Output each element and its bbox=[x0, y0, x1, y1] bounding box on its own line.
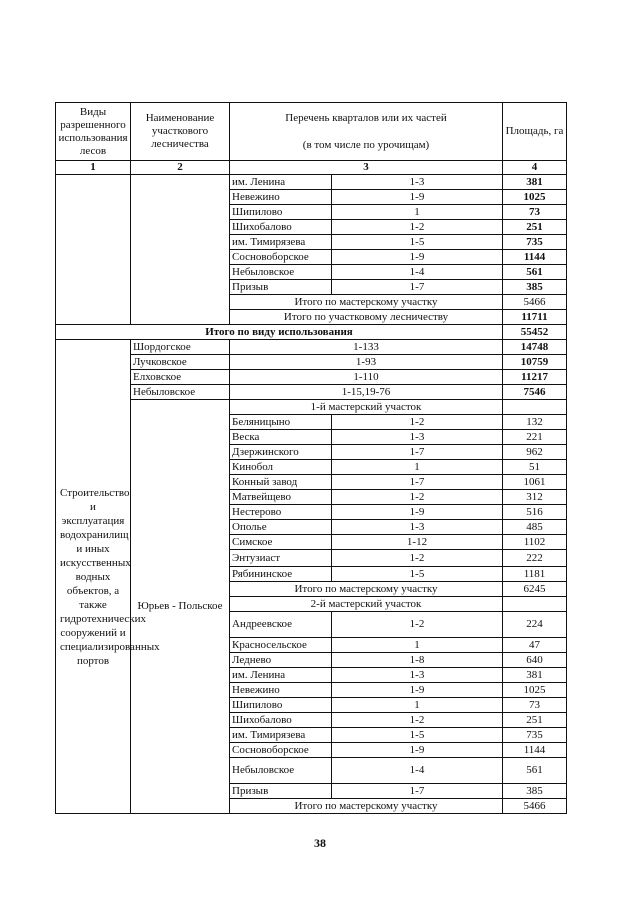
quarter-range: 1-2 bbox=[332, 713, 503, 728]
area-value: 224 bbox=[503, 612, 567, 638]
tract-name: Призыв bbox=[230, 280, 332, 295]
header-area: Площадь, га bbox=[503, 103, 567, 161]
tract-name: Рябининское bbox=[230, 567, 332, 582]
quarter-range: 1-5 bbox=[332, 235, 503, 250]
district-row bbox=[56, 385, 567, 400]
quarter-range: 1-3 bbox=[332, 520, 503, 535]
area-value: 640 bbox=[503, 653, 567, 668]
column-number-row bbox=[56, 161, 567, 175]
quarter-range: 1-9 bbox=[332, 683, 503, 698]
tract-name: Конный завод bbox=[230, 475, 332, 490]
quarter-range: 1-2 bbox=[332, 220, 503, 235]
column-number: 2 bbox=[131, 161, 230, 175]
quarter-range: 1-8 bbox=[332, 653, 503, 668]
area-value: 1144 bbox=[503, 250, 567, 265]
tract-name: Андреевское bbox=[230, 612, 332, 638]
usage-type-construction: Строительство и эксплуатация водохранилищ и иных искусственных водных объектов, а также гидротехнических сооружений и специализированных портов bbox=[56, 340, 131, 814]
area-value: 14748 bbox=[503, 340, 567, 355]
area-value: 1102 bbox=[503, 535, 567, 550]
area-value: 73 bbox=[503, 698, 567, 713]
column-number: 3 bbox=[230, 161, 503, 175]
table-body bbox=[56, 103, 567, 814]
area-value: 561 bbox=[503, 758, 567, 784]
district-row bbox=[56, 340, 567, 355]
header-row bbox=[56, 103, 567, 161]
page-number: 38 bbox=[314, 836, 326, 850]
quarter-range: 1-7 bbox=[332, 445, 503, 460]
quarter-range: 1-4 bbox=[332, 758, 503, 784]
quarter-range: 1 bbox=[332, 698, 503, 713]
tract-name: Кинобол bbox=[230, 460, 332, 475]
tract-name: Симское bbox=[230, 535, 332, 550]
quarter-range: 1-9 bbox=[332, 250, 503, 265]
forest-quarters-table-page bbox=[55, 102, 566, 814]
header-district: Наименование участкового лесничества bbox=[131, 103, 230, 161]
area-value: 312 bbox=[503, 490, 567, 505]
tract-name: Призыв bbox=[230, 784, 332, 799]
quarter-range: 1-7 bbox=[332, 784, 503, 799]
quarter-range: 1-7 bbox=[332, 280, 503, 295]
area-value: 1025 bbox=[503, 683, 567, 698]
usage-total-label: Итого по виду использования bbox=[56, 325, 503, 340]
district-cell-empty bbox=[131, 175, 230, 325]
master-total-label: Итого по мастерскому участку bbox=[230, 799, 503, 814]
district-name: Елховское bbox=[131, 370, 230, 385]
district-yuryev-polskoye: Юрьев - Польское bbox=[131, 400, 230, 814]
tract-name: Невежино bbox=[230, 683, 332, 698]
tract-name: Сосновоборское bbox=[230, 250, 332, 265]
usage-type-cell-empty bbox=[56, 175, 131, 325]
area-value: 381 bbox=[503, 175, 567, 190]
master-total-value: 5466 bbox=[503, 799, 567, 814]
area-value: 385 bbox=[503, 280, 567, 295]
district-total-value: 11711 bbox=[503, 310, 567, 325]
area-value: 1025 bbox=[503, 190, 567, 205]
area-value: 222 bbox=[503, 550, 567, 567]
quarter-range: 1-2 bbox=[332, 612, 503, 638]
quarter-range: 1-2 bbox=[332, 550, 503, 567]
tract-name: Сосновоборское bbox=[230, 743, 332, 758]
forest-quarters-table bbox=[55, 102, 567, 814]
area-value: 561 bbox=[503, 265, 567, 280]
tract-name: Небыловское bbox=[230, 758, 332, 784]
district-total-label: Итого по участковому лесничеству bbox=[230, 310, 503, 325]
district-name: Небыловское bbox=[131, 385, 230, 400]
quarter-range: 1-110 bbox=[230, 370, 503, 385]
area-value: 7546 bbox=[503, 385, 567, 400]
tract-name: им. Тимирязева bbox=[230, 235, 332, 250]
area-value: 251 bbox=[503, 713, 567, 728]
quarter-range: 1-15,19-76 bbox=[230, 385, 503, 400]
quarter-range: 1-93 bbox=[230, 355, 503, 370]
tract-name: Невежино bbox=[230, 190, 332, 205]
quarter-range: 1-5 bbox=[332, 728, 503, 743]
quarter-range: 1-3 bbox=[332, 175, 503, 190]
area-value: 251 bbox=[503, 220, 567, 235]
quarter-range: 1-5 bbox=[332, 567, 503, 582]
area-value: 47 bbox=[503, 638, 567, 653]
area-value: 1144 bbox=[503, 743, 567, 758]
area-value: 962 bbox=[503, 445, 567, 460]
tract-name: Нестерово bbox=[230, 505, 332, 520]
quarter-range: 1-4 bbox=[332, 265, 503, 280]
usage-total-row bbox=[56, 325, 567, 340]
area-value: 10759 bbox=[503, 355, 567, 370]
column-number: 4 bbox=[503, 161, 567, 175]
area-value: 73 bbox=[503, 205, 567, 220]
area-value: 1181 bbox=[503, 567, 567, 582]
area-value: 385 bbox=[503, 784, 567, 799]
column-number: 1 bbox=[56, 161, 131, 175]
header-quarters-line1: Перечень кварталов или их частей bbox=[285, 111, 447, 124]
quarter-range: 1-133 bbox=[230, 340, 503, 355]
area-value: 11217 bbox=[503, 370, 567, 385]
area-cell-empty bbox=[503, 400, 567, 415]
tract-name: Красносельское bbox=[230, 638, 332, 653]
area-value: 381 bbox=[503, 668, 567, 683]
district-name: Шордогское bbox=[131, 340, 230, 355]
quarter-range: 1 bbox=[332, 638, 503, 653]
quarter-range: 1-2 bbox=[332, 490, 503, 505]
master-total-value: 6245 bbox=[503, 582, 567, 597]
area-value: 132 bbox=[503, 415, 567, 430]
header-usage-type: Виды разрешенного использования лесов bbox=[56, 103, 131, 161]
quarter-range: 1-9 bbox=[332, 190, 503, 205]
area-value: 221 bbox=[503, 430, 567, 445]
master-total-label: Итого по мастерскому участку bbox=[230, 295, 503, 310]
area-value: 1061 bbox=[503, 475, 567, 490]
usage-total-value: 55452 bbox=[503, 325, 567, 340]
master-total-value: 5466 bbox=[503, 295, 567, 310]
tract-name: им. Тимирязева bbox=[230, 728, 332, 743]
area-cell-empty bbox=[503, 597, 567, 612]
tract-name: Небыловское bbox=[230, 265, 332, 280]
tract-name: Матвейщево bbox=[230, 490, 332, 505]
quarter-range: 1-12 bbox=[332, 535, 503, 550]
quarter-range: 1-3 bbox=[332, 668, 503, 683]
quarter-range: 1-7 bbox=[332, 475, 503, 490]
tract-name: Веска bbox=[230, 430, 332, 445]
quarter-range: 1 bbox=[332, 460, 503, 475]
header-quarters bbox=[230, 103, 503, 161]
tract-name: Шипилово bbox=[230, 698, 332, 713]
area-value: 51 bbox=[503, 460, 567, 475]
tract-name: Беляницыно bbox=[230, 415, 332, 430]
quarter-range: 1-9 bbox=[332, 743, 503, 758]
district-name: Лучковское bbox=[131, 355, 230, 370]
master-section-title-row bbox=[56, 400, 567, 415]
area-value: 485 bbox=[503, 520, 567, 535]
area-value: 735 bbox=[503, 235, 567, 250]
quarter-range: 1-2 bbox=[332, 415, 503, 430]
quarter-range: 1 bbox=[332, 205, 503, 220]
table-row bbox=[56, 175, 567, 190]
master-section-title: 1-й мастерский участок bbox=[230, 400, 503, 415]
tract-name: Энтузиаст bbox=[230, 550, 332, 567]
tract-name: им. Ленина bbox=[230, 668, 332, 683]
tract-name: Ополье bbox=[230, 520, 332, 535]
quarter-range: 1-9 bbox=[332, 505, 503, 520]
tract-name: им. Ленина bbox=[230, 175, 332, 190]
tract-name: Леднево bbox=[230, 653, 332, 668]
master-total-label: Итого по мастерскому участку bbox=[230, 582, 503, 597]
quarter-range: 1-3 bbox=[332, 430, 503, 445]
master-section-title: 2-й мастерский участок bbox=[230, 597, 503, 612]
tract-name: Шипилово bbox=[230, 205, 332, 220]
tract-name: Дзержинского bbox=[230, 445, 332, 460]
area-value: 735 bbox=[503, 728, 567, 743]
tract-name: Шихобалово bbox=[230, 220, 332, 235]
header-quarters-line2: (в том числе по урочищам) bbox=[302, 138, 430, 151]
district-row bbox=[56, 370, 567, 385]
tract-name: Шихобалово bbox=[230, 713, 332, 728]
area-value: 516 bbox=[503, 505, 567, 520]
district-row bbox=[56, 355, 567, 370]
